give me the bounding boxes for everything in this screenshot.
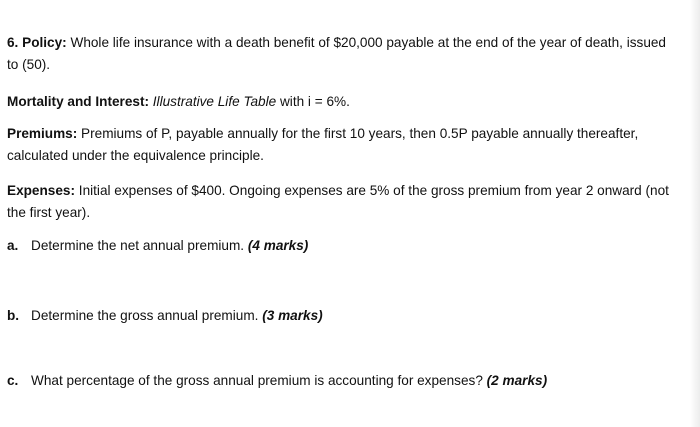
part-letter: c.: [7, 373, 19, 388]
expenses-label: Expenses:: [7, 183, 76, 198]
policy-label: Policy:: [22, 35, 67, 50]
question-part-b: [7, 306, 687, 326]
policy-text-line2: to (50).: [7, 57, 51, 72]
part-marks: (3 marks): [262, 308, 323, 323]
question-number: 6.: [7, 35, 19, 50]
mortality-paragraph: [7, 91, 687, 113]
premiums-text-line2: calculated under the equivalence principle.: [7, 148, 264, 163]
expenses-text-line1: Initial expenses of $400. Ongoing expenses are 5% of the gross premium from year 2 onward (not: [78, 183, 669, 198]
policy-text-line1: Whole life insurance with a death benefit of $20,000 payable at the end of the year of death, issued: [70, 35, 666, 50]
question-part-a: [7, 236, 687, 256]
part-text: What percentage of the gross annual premium is accounting for expenses?: [31, 373, 483, 388]
mortality-label: Mortality and Interest:: [7, 94, 149, 109]
part-letter: b.: [7, 308, 20, 323]
part-text: Determine the gross annual premium.: [31, 308, 259, 323]
part-letter: a.: [7, 238, 19, 253]
part-marks: (4 marks): [247, 238, 309, 253]
page-edge-shadow: [690, 0, 700, 427]
expenses-text-line2: the first year).: [7, 205, 91, 220]
premiums-label: Premiums:: [7, 126, 78, 141]
question-part-c: [7, 371, 687, 391]
policy-paragraph: [7, 32, 687, 76]
life-table-name: Illustrative Life Table: [152, 94, 277, 109]
premiums-text-line1: Premiums of P, payable annually for the first 10 years, then 0.5P payable annually thereafter,: [81, 126, 639, 141]
mortality-rest: with i = 6%.: [279, 94, 350, 109]
part-marks: (2 marks): [486, 373, 548, 388]
expenses-paragraph: [7, 180, 687, 224]
premiums-paragraph: [7, 123, 687, 167]
part-text: Determine the net annual premium.: [31, 238, 245, 253]
